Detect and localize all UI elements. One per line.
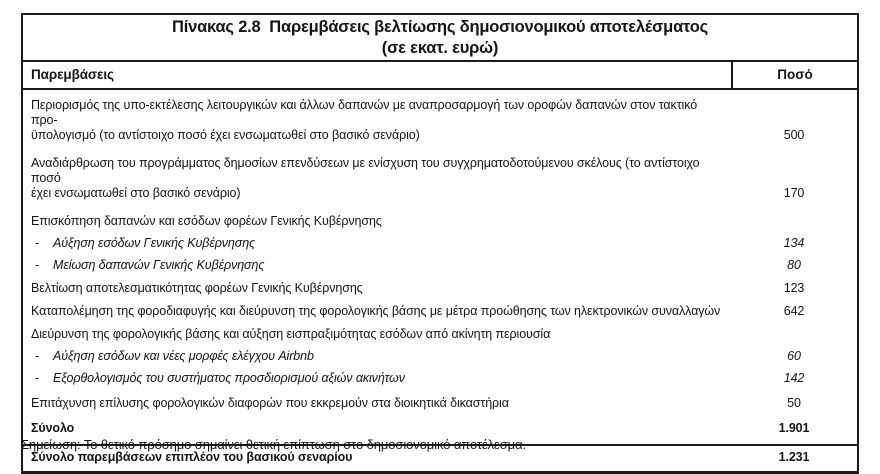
row-label: Καταπολέμηση της φοροδιαφυγής και διεύρυνση της φορολογικής βάσης με μέτρα προώθησης των ηλεκτρονικών συναλλαγών (31, 304, 721, 318)
row-label-line1: Αναδιάρθρωση του προγράμματος δημοσίων επενδύσεων με ενίσχυση του συγχρηματοδοτούμενου σκέλους (το αντίστοιχο ποσό (31, 156, 700, 185)
grand-total-label: Σύνολο παρεμβάσεων επιπλέον του βασικού σεναρίου (31, 450, 353, 464)
row-label-line1: Περιορισμός της υπο-εκτέλεσης λειτουργικών και άλλων δαπανών με αναπροσαρμογή των οροφών δαπανών στον τακτικό προ- (31, 98, 698, 127)
row-label: Επιτάχυνση επίλυσης φορολογικών διαφορών που εκκρεμούν στα διοικητικά δικαστήρια (31, 396, 509, 410)
row-label (23, 98, 731, 143)
row-amount: 50 (787, 396, 801, 410)
footnote: Σημείωση: Το θετικό πρόσημο σημαίνει θετική επίπτωση στο δημοσιονομικό αποτέλεσμα. (21, 437, 526, 452)
row-label: Βελτίωση αποτελεσματικότητας φορέων Γενικής Κυβέρνησης (31, 281, 363, 295)
table-subtitle: (σε εκατ. ευρώ) (381, 39, 499, 57)
row-amount: 642 (783, 304, 805, 318)
row-label: Διεύρυνση της φορολογικής βάσης και αύξηση εισπραξιμότητας εσόδων από ακίνητη περιουσία (31, 327, 551, 341)
grand-total-amount: 1.231 (778, 450, 810, 464)
row-amount: 134 (783, 236, 805, 250)
table-subrow-property-values (23, 364, 857, 386)
table-subrow-airbnb (23, 342, 857, 364)
subrow-label: Εξορθολογισμός του συστήματος προσδιορισμού αξιών ακινήτων (53, 371, 405, 385)
table-row-tax-evasion (23, 296, 857, 319)
subrow-label: Αύξηση εσόδων και νέες μορφές ελέγχου Airbnb (53, 349, 314, 363)
table-subrow-spending-reduction (23, 251, 857, 273)
column-header-interventions: Παρεμβάσεις (31, 67, 114, 82)
total-amount: 1.901 (778, 421, 810, 435)
row-label (23, 236, 731, 251)
row-amount: 170 (783, 186, 805, 200)
fiscal-interventions-table (21, 13, 859, 474)
table-row-pip-restructuring (23, 148, 857, 201)
table-title-block (23, 15, 857, 62)
row-label-line2: ϋπολογισμό (το αντίστοιχο ποσό έχει ενσωματωθεί στο βασικό σενάριο) (31, 128, 420, 142)
subrow-label: Μείωση δαπανών Γενικής Κυβέρνησης (53, 258, 265, 272)
row-amount: 60 (787, 349, 801, 363)
table-row-court-disputes (23, 386, 857, 411)
dash-bullet: - (35, 371, 40, 385)
table-row-efficiency (23, 273, 857, 296)
dash-bullet: - (35, 258, 40, 272)
dash-bullet: - (35, 236, 40, 250)
table-header-row (23, 62, 857, 90)
row-label (23, 258, 731, 273)
table-body (23, 90, 857, 471)
table-row-total (23, 411, 857, 436)
row-label-line2: έχει ενσωματωθεί στο βασικό σενάριο) (31, 186, 241, 200)
row-amount: 123 (783, 281, 805, 295)
dash-bullet: - (35, 349, 40, 363)
row-amount: 500 (783, 128, 805, 142)
row-label: Επισκόπηση δαπανών και εσόδων φορέων Γενικής Κυβέρνησης (31, 214, 382, 228)
table-row-underexecution (23, 90, 857, 143)
row-amount: 142 (783, 371, 805, 385)
column-header-amount: Ποσό (731, 62, 857, 88)
table-row-spending-review (23, 206, 857, 229)
table-subrow-revenue-increase (23, 229, 857, 251)
total-label: Σύνολο (31, 421, 75, 435)
table-row-property-tax-base (23, 319, 857, 342)
row-label (23, 156, 731, 201)
subrow-label: Αύξηση εσόδων Γενικής Κυβέρνησης (53, 236, 256, 250)
table-title: Πίνακας 2.8 Παρεμβάσεις βελτίωσης δημοσιονομικού αποτελέσματος (172, 18, 708, 36)
row-label (23, 371, 731, 386)
row-amount: 80 (787, 258, 801, 272)
row-label (23, 349, 731, 364)
